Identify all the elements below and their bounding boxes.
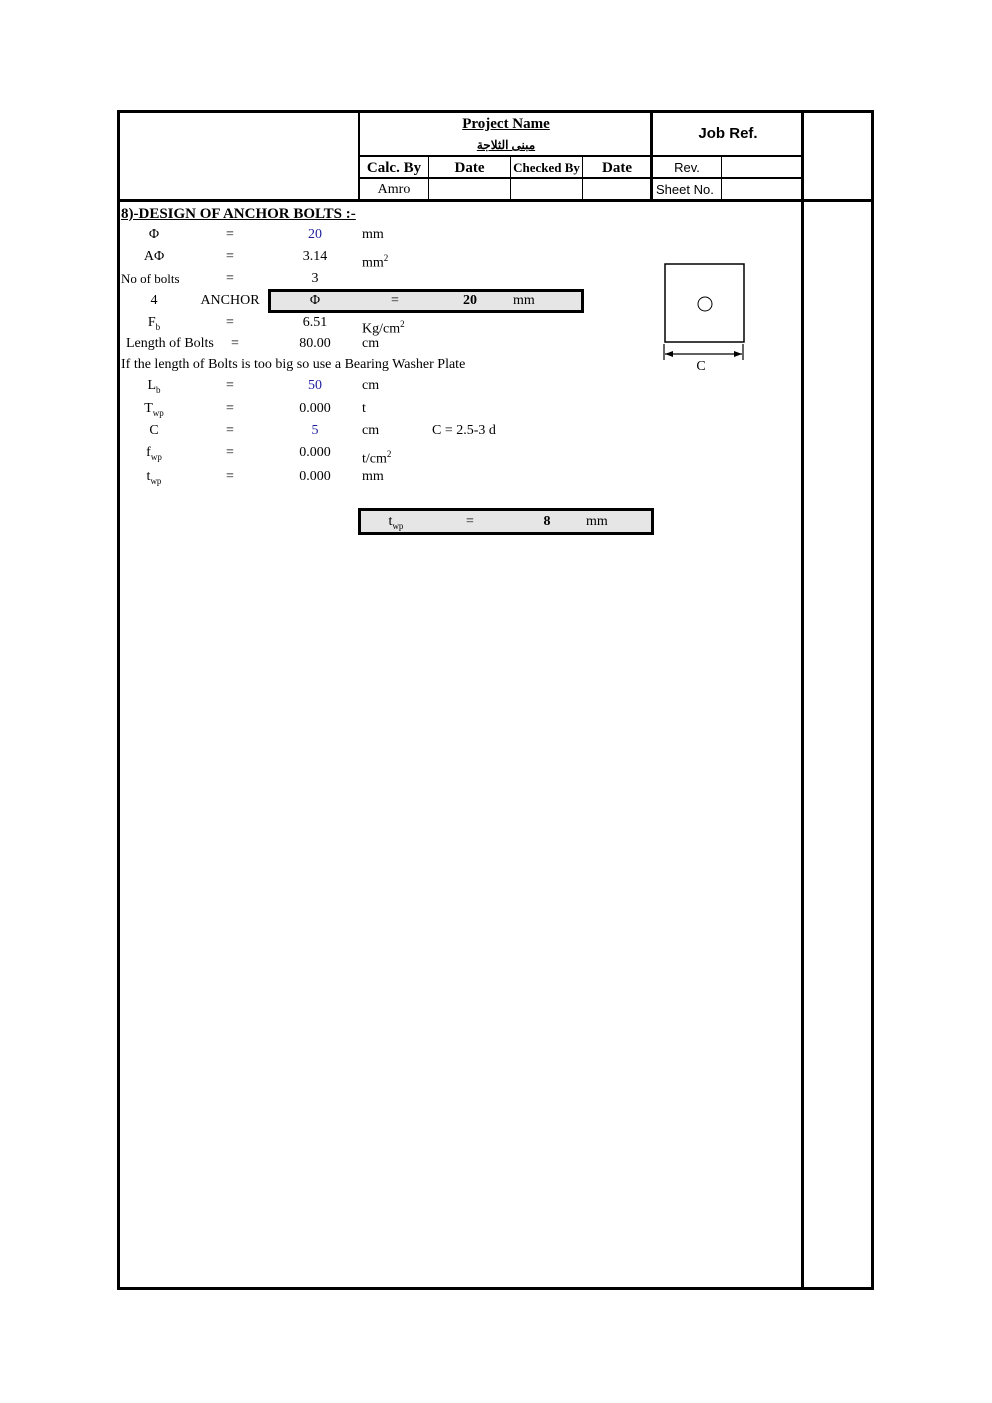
twp-value: 0.000 bbox=[299, 469, 331, 484]
nbolts-value: 3 bbox=[311, 271, 319, 286]
project-name-value: مبنى الثلاجة bbox=[476, 138, 536, 152]
header-mid-line bbox=[358, 155, 802, 157]
dim-arrow-right-icon bbox=[734, 351, 742, 357]
fb-symbol: $F_b$ bbox=[147, 315, 161, 332]
fwp-symbol: $f_{wp}$ bbox=[146, 445, 162, 462]
header-bottom bbox=[117, 199, 874, 202]
header-row-line bbox=[358, 177, 802, 179]
lb-unit: cm bbox=[362, 378, 380, 393]
fwp-eq: = bbox=[226, 445, 234, 460]
job-ref-label: Job Ref. bbox=[698, 125, 758, 142]
fwp-unit: $t/cm^2$ bbox=[362, 449, 392, 467]
twp-force-unit: t bbox=[362, 401, 366, 416]
frame-left bbox=[117, 110, 120, 1290]
c-value: 5 bbox=[311, 423, 319, 438]
anchor-unit: mm bbox=[513, 293, 535, 308]
twp-symbol: $t_{wp}$ bbox=[146, 469, 162, 486]
anchor-count: 4 bbox=[150, 293, 158, 308]
phi-eq: = bbox=[226, 227, 234, 242]
length-value: 80.00 bbox=[299, 336, 331, 351]
phi-value: 20 bbox=[308, 227, 322, 242]
c-unit: cm bbox=[362, 423, 380, 438]
washer-plate-square bbox=[665, 264, 744, 342]
nbolts-eq: = bbox=[226, 271, 234, 286]
lb-symbol: $L_b$ bbox=[147, 378, 161, 395]
date-label-2: Date bbox=[602, 160, 632, 176]
result-value: 8 bbox=[543, 514, 551, 529]
twp-force-symbol: $T_{wp}$ bbox=[144, 401, 164, 418]
frame-bottom bbox=[117, 1287, 874, 1290]
sheet-no-label: Sheet No. bbox=[656, 182, 714, 197]
c-eq: = bbox=[226, 423, 234, 438]
nbolts-label: No of bolts bbox=[121, 271, 180, 286]
anchor-value: 20 bbox=[463, 293, 477, 308]
frame-top bbox=[117, 110, 874, 113]
result-symbol: $t_{wp}$ bbox=[388, 514, 404, 531]
twp-force-value: 0.000 bbox=[299, 401, 331, 416]
rev-label: Rev. bbox=[674, 160, 700, 175]
c-symbol: C bbox=[149, 423, 159, 438]
bolt-hole-icon bbox=[698, 297, 712, 311]
washer-plate-note: If the length of Bolts is too big so use a Bearing Washer Plate bbox=[121, 357, 466, 372]
anchor-label: ANCHOR bbox=[200, 293, 260, 308]
lb-eq: = bbox=[226, 378, 234, 393]
anchor-eq: = bbox=[391, 293, 399, 308]
twp-unit: mm bbox=[362, 469, 384, 484]
length-label: Length of Bolts bbox=[126, 336, 214, 351]
twp-eq: = bbox=[226, 469, 234, 484]
anchor-symbol: Φ bbox=[309, 293, 321, 308]
fb-value: 6.51 bbox=[302, 315, 328, 330]
aphi-value: 3.14 bbox=[302, 249, 328, 264]
fb-unit: $Kg/cm^2$ bbox=[362, 319, 405, 337]
length-eq: = bbox=[231, 336, 239, 351]
c-formula: C = 2.5-3 d bbox=[432, 423, 496, 438]
lb-value: 50 bbox=[308, 378, 322, 393]
aphi-eq: = bbox=[226, 249, 234, 264]
header-col-4 bbox=[721, 155, 722, 200]
twp-force-eq: = bbox=[226, 401, 234, 416]
date-label-1: Date bbox=[454, 160, 485, 176]
result-eq: = bbox=[466, 514, 474, 529]
fwp-value: 0.000 bbox=[299, 445, 331, 460]
calc-by-label: Calc. By bbox=[366, 160, 422, 176]
phi-symbol: Φ bbox=[148, 227, 160, 242]
aphi-symbol: AΦ bbox=[143, 249, 165, 264]
frame-right bbox=[871, 110, 874, 1290]
length-unit: cm bbox=[362, 336, 380, 351]
diagram-dim-label: C bbox=[696, 359, 706, 374]
fb-eq: = bbox=[226, 315, 234, 330]
calc-by-value: Amro bbox=[377, 182, 411, 197]
aphi-unit: $mm^2$ bbox=[362, 253, 389, 271]
phi-unit: mm bbox=[362, 227, 384, 242]
checked-by-label: Checked By bbox=[513, 160, 580, 175]
frame-inner-right bbox=[801, 110, 804, 1290]
section-title: 8)-DESIGN OF ANCHOR BOLTS :- bbox=[121, 206, 356, 222]
dim-arrow-left-icon bbox=[665, 351, 673, 357]
result-unit: mm bbox=[586, 514, 608, 529]
project-name-label: Project Name bbox=[462, 116, 550, 132]
